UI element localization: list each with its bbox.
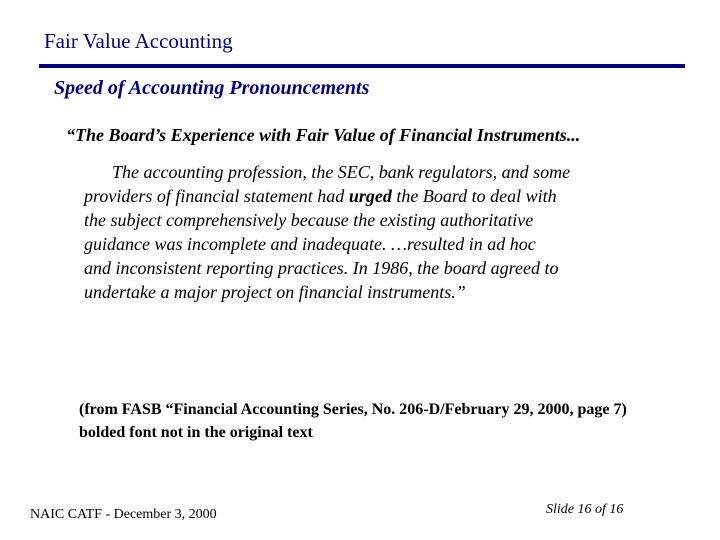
citation-source: (from FASB “Financial Accounting Series, No. 206-D/February 29, 2000, page 7) xyxy=(79,401,627,418)
quote-line: guidance was incomplete and inadequate. …resulted in ad hoc xyxy=(84,234,536,254)
quote-heading: “The Board’s Experience with Fair Value of Financial Instruments... xyxy=(66,125,581,145)
slide-subtitle: Speed of Accounting Pronouncements xyxy=(54,77,370,99)
slide-title: Fair Value Accounting xyxy=(44,29,233,53)
quote-text: providers of financial statement had xyxy=(84,186,349,206)
quote-line: undertake a major project on financial instruments.” xyxy=(84,282,466,302)
emphasized-word: urged xyxy=(348,186,392,206)
slide-number: Slide 16 of 16 xyxy=(546,502,624,517)
title-divider xyxy=(39,64,685,68)
quote-line: the subject comprehensively because the existing authoritative xyxy=(84,210,534,230)
citation-note: bolded font not in the original text xyxy=(79,424,313,441)
quote-line: The accounting profession, the SEC, bank regulators, and some xyxy=(112,162,571,182)
quote-line xyxy=(84,186,557,207)
quote-text: the Board to deal with xyxy=(391,186,557,206)
quote-line: and inconsistent reporting practices. In 1986, the board agreed to xyxy=(84,258,559,278)
footer-event-date: NAIC CATF - December 3, 2000 xyxy=(30,507,217,522)
